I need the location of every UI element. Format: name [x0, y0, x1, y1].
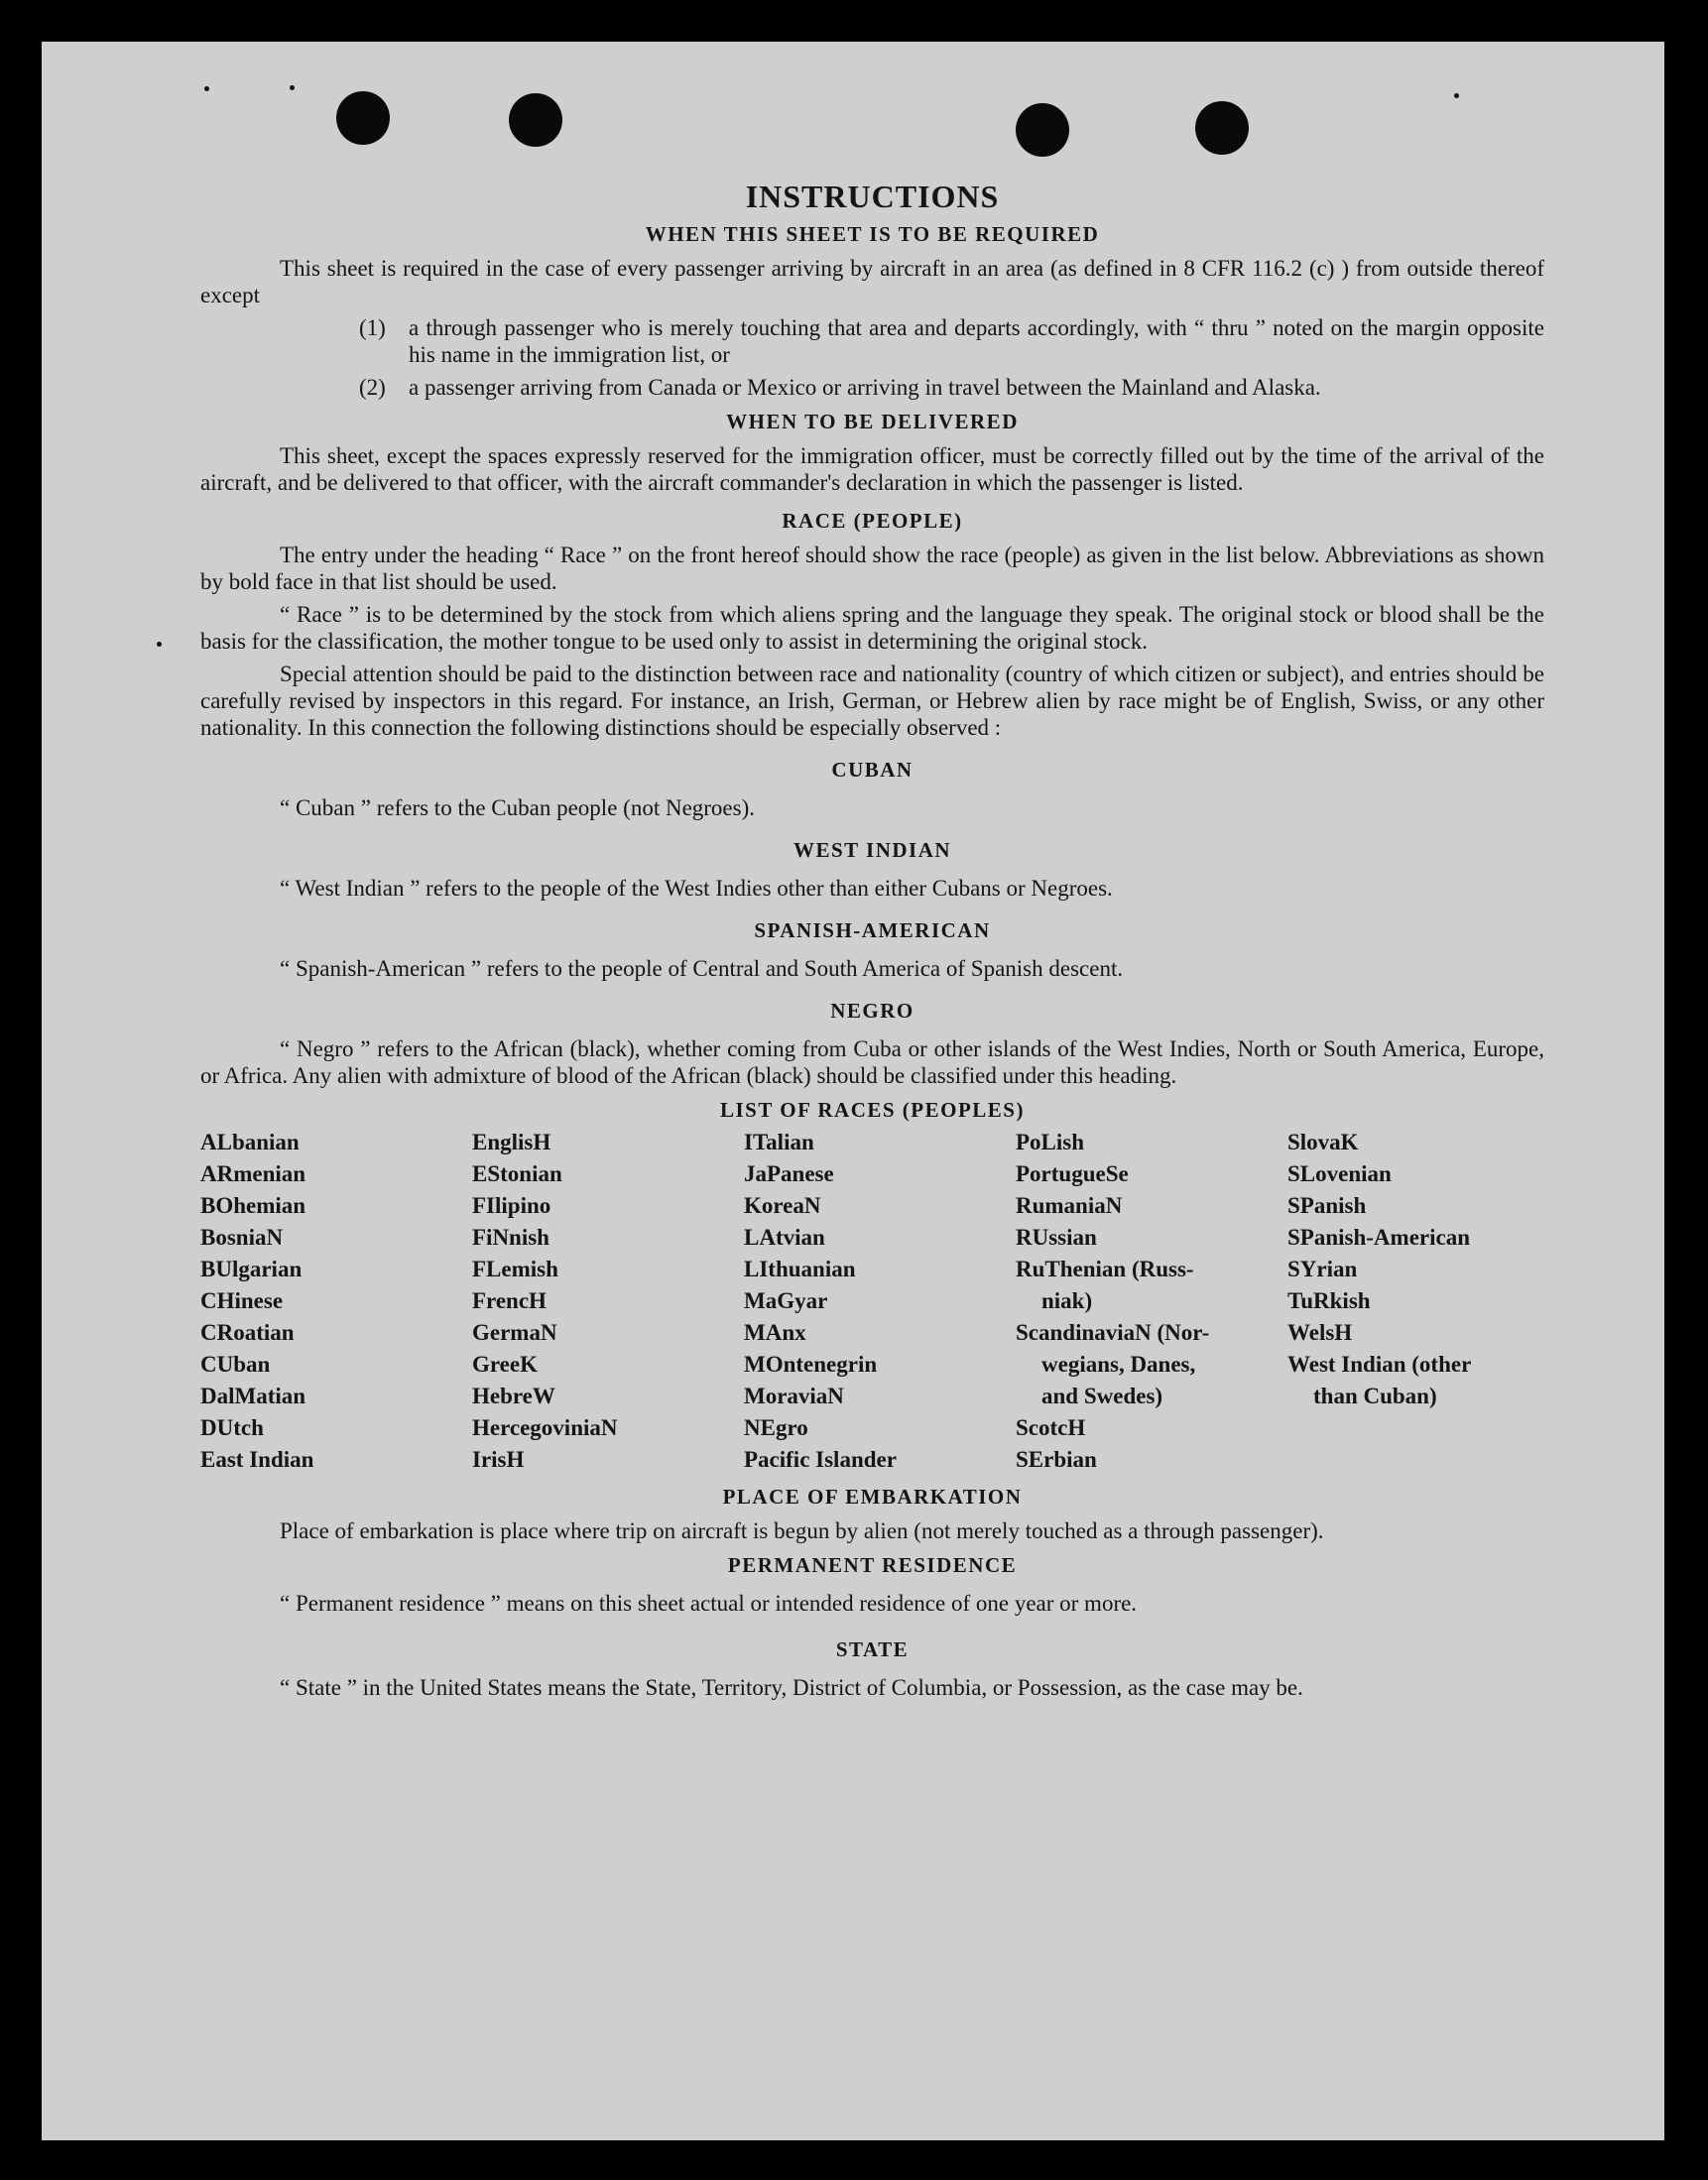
race-list-item: IrisH	[472, 1447, 525, 1472]
race-list	[200, 1127, 1544, 1476]
race-list-item: WelsH	[1287, 1320, 1353, 1345]
race-list-item: ScotcH	[1016, 1415, 1086, 1440]
race-list-item: East Indian	[200, 1447, 314, 1472]
race-list-item: KoreaN	[744, 1193, 821, 1218]
race-list-item: GreeK	[472, 1352, 538, 1377]
race-list-item: PortugueSe	[1016, 1161, 1129, 1186]
delivered-text: This sheet, except the spaces expressly reserved for the immigration officer, must be correctly filled out by the time of the arrival of the aircraft, and be delivered to that officer, with the aircraft commander's declaration in which the passenger is listed.	[200, 443, 1544, 495]
race-list-item-continuation: niak)	[1041, 1288, 1093, 1313]
race-paragraph: The entry under the heading “ Race ” on the front hereof should show the race (people) as given in the list below. Abbreviations as shown by bold face in that list should be used.	[200, 543, 1544, 594]
section-heading-delivered: WHEN TO BE DELIVERED	[726, 410, 1019, 433]
race-list-item: EStonian	[472, 1161, 562, 1186]
race-list-item: HebreW	[472, 1384, 555, 1408]
race-list-item: CUban	[200, 1352, 271, 1377]
race-paragraph: “ Race ” is to be determined by the stock from which aliens spring and the language they speak. The original stock or blood shall be the basis for the classification, the mother tongue to be used only to assist in determining the original stock.	[200, 602, 1544, 654]
item-text: a passenger arriving from Canada or Mexico or arriving in travel between the Mainland and Alaska.	[409, 375, 1321, 400]
section-heading-required: WHEN THIS SHEET IS TO BE REQUIRED	[645, 222, 1100, 246]
section-heading-state: STATE	[835, 1637, 910, 1661]
race-list-item: Pacific Islander	[744, 1447, 897, 1472]
race-list-item: RuThenian (Russ-	[1016, 1257, 1194, 1281]
race-list-item: ALbanian	[200, 1130, 300, 1154]
document-page	[42, 42, 1664, 2140]
race-list-item-continuation: wegians, Danes,	[1041, 1352, 1196, 1377]
punch-hole	[336, 91, 390, 145]
section-heading-residence: PERMANENT RESIDENCE	[727, 1553, 1018, 1577]
race-list-column	[1016, 1127, 1287, 1476]
race-list-column	[200, 1127, 472, 1476]
race-list-item: NEgro	[744, 1415, 808, 1440]
spanish-american-text: “ Spanish-American ” refers to the people of Central and South America of Spanish descent.	[280, 956, 1124, 981]
race-list-item: DUtch	[200, 1415, 264, 1440]
race-list-item: SYrian	[1287, 1257, 1358, 1281]
race-paragraph: Special attention should be paid to the distinction between race and nationality (country of which citizen or subject), and entries should be carefully revised by inspectors in this regard. For instance, an Irish, German, or Hebrew alien by race might be of English, Swiss, or any other nationality. In this connection the following distinctions should be especially observed :	[200, 662, 1544, 740]
race-list-item: LIthuanian	[744, 1257, 856, 1281]
race-list-item: SlovaK	[1287, 1130, 1359, 1154]
section-heading-embarkation: PLACE OF EMBARKATION	[722, 1485, 1023, 1509]
race-list-item: RUssian	[1016, 1225, 1097, 1250]
required-item	[359, 314, 1544, 368]
embarkation-text: Place of embarkation is place where trip on aircraft is begun by alien (not merely touched as a through passenger).	[280, 1518, 1324, 1543]
race-list-item: SPanish-American	[1287, 1225, 1470, 1250]
state-text: “ State ” in the United States means the State, Territory, District of Columbia, or Possession, as the case may be.	[280, 1675, 1303, 1700]
race-list-item: SErbian	[1016, 1447, 1097, 1472]
race-list-item: ITalian	[744, 1130, 814, 1154]
race-list-item: MaGyar	[744, 1288, 828, 1313]
required-item	[359, 374, 1544, 401]
race-list-item: FIlipino	[472, 1193, 551, 1218]
race-list-item: FiNnish	[472, 1225, 549, 1250]
race-list-item: ARmenian	[200, 1161, 306, 1186]
race-list-item: West Indian (other	[1287, 1352, 1472, 1377]
race-list-item: DalMatian	[200, 1384, 306, 1408]
race-list-item: FrencH	[472, 1288, 547, 1313]
race-list-item: CRoatian	[200, 1320, 295, 1345]
section-heading-west-indian: WEST INDIAN	[793, 838, 952, 862]
race-list-item: CHinese	[200, 1288, 284, 1313]
race-list-item: SLovenian	[1287, 1161, 1392, 1186]
race-list-item: EnglisH	[472, 1130, 551, 1154]
item-number: (2)	[359, 375, 386, 400]
speck	[290, 85, 295, 90]
race-list-item: PoLish	[1016, 1130, 1085, 1154]
punch-hole	[1016, 103, 1069, 157]
race-list-item: BUlgarian	[200, 1257, 303, 1281]
section-heading-race: RACE (PEOPLE)	[782, 509, 963, 533]
cuban-text: “ Cuban ” refers to the Cuban people (not Negroes).	[280, 795, 756, 820]
race-list-item: MoraviaN	[744, 1384, 844, 1408]
residence-text: “ Permanent residence ” means on this sheet actual or intended residence of one year or more.	[280, 1591, 1138, 1616]
race-list-item: HercegoviniaN	[472, 1415, 618, 1440]
race-list-item-continuation: and Swedes)	[1041, 1384, 1163, 1408]
section-heading-spanish-american: SPANISH-AMERICAN	[754, 918, 991, 942]
race-list-item: SPanish	[1287, 1193, 1367, 1218]
race-list-item: FLemish	[472, 1257, 558, 1281]
punch-hole	[1195, 101, 1249, 155]
race-list-item: LAtvian	[744, 1225, 825, 1250]
item-number: (1)	[359, 315, 386, 340]
race-list-item: TuRkish	[1287, 1288, 1371, 1313]
race-list-item: MAnx	[744, 1320, 806, 1345]
race-list-item: RumaniaN	[1016, 1193, 1123, 1218]
speck	[204, 86, 209, 91]
race-list-item: JaPanese	[744, 1161, 834, 1186]
race-list-item: BOhemian	[200, 1193, 306, 1218]
speck	[157, 642, 162, 647]
race-list-column	[744, 1127, 1016, 1476]
section-heading-cuban: CUBAN	[831, 758, 914, 782]
race-list-item: GermaN	[472, 1320, 557, 1345]
negro-text: “ Negro ” refers to the African (black), whether coming from Cuba or other islands of the West Indies, North or South America, Europe, or Africa. Any alien with admixture of blood of the African (black) should be classified under this heading.	[200, 1036, 1544, 1088]
page-title: INSTRUCTIONS	[745, 179, 1000, 214]
race-list-column	[1287, 1127, 1544, 1476]
punch-hole	[509, 93, 562, 147]
race-list-item: ScandinaviaN (Nor-	[1016, 1320, 1210, 1345]
section-heading-list-of-races: LIST OF RACES (PEOPLES)	[720, 1098, 1025, 1122]
race-list-item: BosniaN	[200, 1225, 284, 1250]
speck	[1454, 93, 1459, 98]
required-intro: This sheet is required in the case of every passenger arriving by aircraft in an area (as defined in 8 CFR 116.2 (c) ) from outside thereof except	[200, 256, 1544, 307]
west-indian-text: “ West Indian ” refers to the people of the West Indies other than either Cubans or Negroes.	[280, 876, 1113, 901]
race-list-column	[472, 1127, 744, 1476]
item-text: a through passenger who is merely touching that area and departs accordingly, with “ thru ” noted on the margin opposite his name in the immigration list, or	[409, 315, 1544, 367]
race-list-item: MOntenegrin	[744, 1352, 878, 1377]
section-heading-negro: NEGRO	[830, 999, 915, 1023]
race-list-item-continuation: than Cuban)	[1313, 1384, 1437, 1408]
instructions-content	[200, 179, 1544, 1701]
